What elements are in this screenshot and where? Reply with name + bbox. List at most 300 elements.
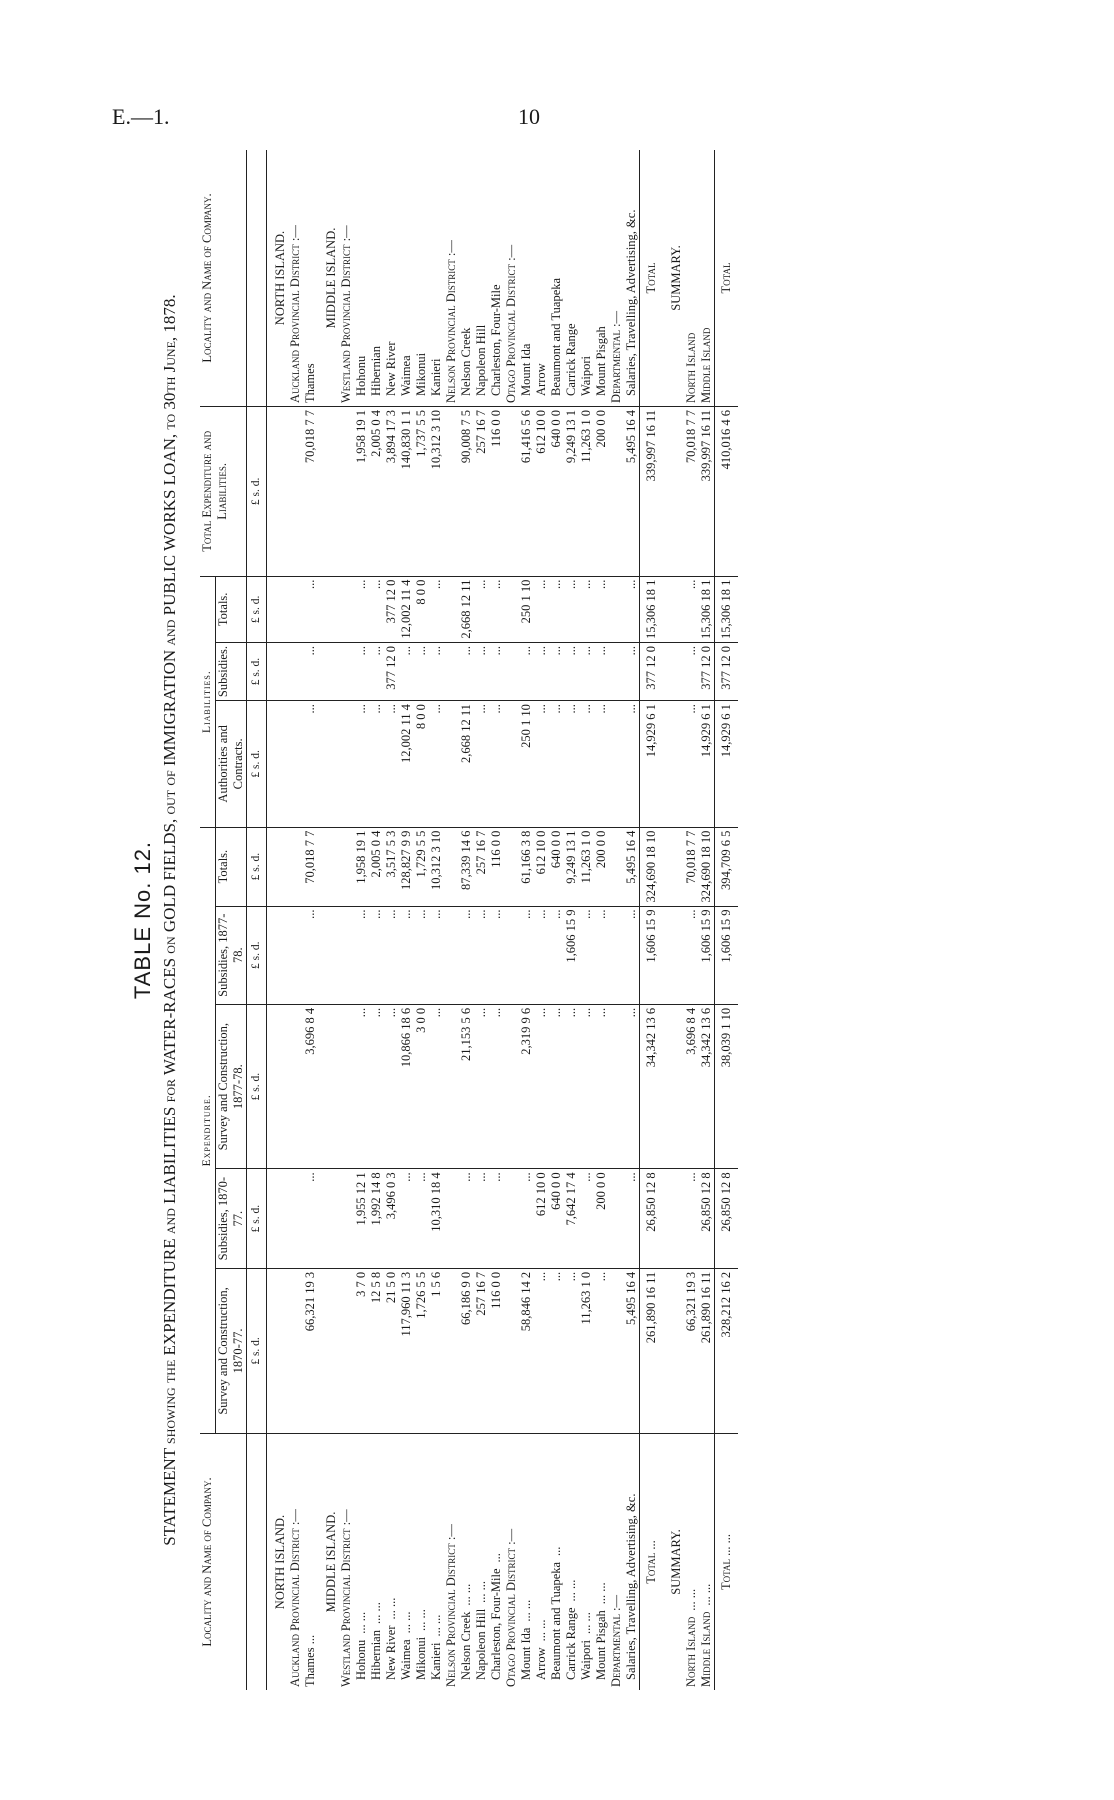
- cell: ...: [564, 643, 579, 701]
- row-name-right: Waipori: [579, 356, 593, 396]
- cell: 257 16 7: [474, 1268, 489, 1433]
- row-name: Salaries, Travelling, Advertising, &c.: [624, 1434, 640, 1691]
- district-auckland: Auckland Provincial District :—: [288, 1434, 303, 1691]
- cell: ...: [474, 701, 489, 828]
- row-name-right: Mount Pisgah: [594, 326, 608, 396]
- cell: ...: [459, 643, 474, 701]
- cell: 10,310 18 4: [429, 1169, 444, 1268]
- row-name-right: Charleston, Four-Mile: [489, 284, 503, 396]
- cell: ...: [534, 576, 549, 642]
- cell: 9,249 13 1: [564, 407, 579, 577]
- cell: 1,606 15 9: [699, 906, 715, 1004]
- cell: 1,729 5 5: [414, 827, 429, 906]
- cell: ...: [594, 1268, 609, 1433]
- table-row: [399, 150, 414, 1690]
- table-row: [519, 150, 534, 1690]
- cell: ...: [414, 1169, 429, 1268]
- cell: 3,894 17 3: [384, 407, 399, 577]
- section-north-island: NORTH ISLAND.: [267, 1434, 289, 1691]
- table-row: [489, 150, 504, 1690]
- rotated-table-page: [130, 150, 930, 1690]
- cell: 640 0 0: [549, 1169, 564, 1268]
- cell: 38,039 1 10: [715, 1004, 739, 1169]
- expenditure-header: Expenditure.: [200, 827, 216, 1433]
- district-otago-right: Otago Provincial District :—: [504, 244, 518, 403]
- cell: 250 1 10: [519, 701, 534, 828]
- cell: 377 12 0: [640, 643, 664, 701]
- grand-total-header: Total Expenditure and Liabilities.: [200, 407, 247, 577]
- cell: ...: [579, 576, 594, 642]
- cell: 66,321 19 3: [684, 1268, 699, 1433]
- row-dots: ... ...: [594, 1582, 608, 1605]
- cell: ...: [474, 643, 489, 701]
- cell: ...: [519, 906, 534, 1004]
- row-name: North Island: [684, 1616, 698, 1687]
- summary-total-row: [715, 150, 739, 1690]
- cell: 324,690 18 10: [699, 827, 715, 906]
- cell: ...: [549, 701, 564, 828]
- cell: 90,008 7 5: [459, 407, 474, 577]
- table-body: [267, 150, 739, 1690]
- row-dots: ... ...: [459, 1583, 473, 1606]
- cell: ...: [549, 1004, 564, 1169]
- row-name-right: Mount Ida: [519, 343, 533, 396]
- cell: 116 0 0: [489, 827, 504, 906]
- row-name-right: Middle Island: [699, 327, 713, 403]
- cell: 12 5 8: [369, 1268, 384, 1433]
- row-name-right: Arrow: [534, 363, 548, 396]
- cell: ...: [354, 576, 369, 642]
- cell: 1,606 15 9: [564, 906, 579, 1004]
- cell: 15,306 18 1: [699, 576, 715, 642]
- cell: 200 0 0: [594, 407, 609, 577]
- row-name: Beaumont and Tuapeka: [549, 1561, 563, 1680]
- cell: 14,929 6 1: [640, 701, 664, 828]
- cell: 58,846 14 2: [519, 1268, 534, 1433]
- cell: ...: [684, 1169, 699, 1268]
- cell: ...: [369, 1004, 384, 1169]
- row-name: Kanieri: [429, 1642, 443, 1680]
- row-dots: ... ...: [564, 1579, 578, 1602]
- row-dots: ... ...: [699, 1583, 713, 1606]
- row-dots: ...: [489, 1553, 503, 1563]
- cell: 26,850 12 8: [715, 1169, 739, 1268]
- cell: 61,416 5 6: [519, 407, 534, 577]
- cell: 2,668 12 11: [459, 576, 474, 642]
- cell: 117,960 11 3: [399, 1268, 414, 1433]
- cell: 257 16 7: [474, 407, 489, 577]
- row-dots: ... ...: [684, 1588, 698, 1611]
- row-name-right: New River: [384, 341, 398, 396]
- row-dots: ...: [549, 1546, 563, 1556]
- cell: ...: [579, 906, 594, 1004]
- row-name-right: Salaries, Travelling, Advertising, &c.: [624, 209, 638, 396]
- cell: 612 10 0: [534, 1169, 549, 1268]
- section-summary: SUMMARY.: [663, 1434, 684, 1691]
- cell: 116 0 0: [489, 1268, 504, 1433]
- document-reference: E.—1.: [112, 104, 170, 129]
- cell: 11,263 1 0: [579, 407, 594, 577]
- cell: ...: [459, 906, 474, 1004]
- cell: ...: [489, 576, 504, 642]
- table-row: [303, 150, 318, 1690]
- table-row: [534, 150, 549, 1690]
- cell: ...: [519, 643, 534, 701]
- cell: ...: [564, 1268, 579, 1433]
- cell: 2,668 12 11: [459, 701, 474, 828]
- cell: 3,696 8 4: [684, 1004, 699, 1169]
- cell: 140,830 1 1: [399, 407, 414, 577]
- cell: 640 0 0: [549, 407, 564, 577]
- liab-totals-header: Totals.: [216, 576, 247, 642]
- table-statement: STATEMENT showing the EXPENDITURE and LIABILITIES for WATER-RACES on GOLD FIELDS, out of IMMIGRATION and PUBLIC WORKS LOAN, to 30th June, 1878.: [160, 294, 179, 1546]
- table-row: [474, 150, 489, 1690]
- row-dots: ... ...: [579, 1612, 593, 1635]
- table-row: [459, 150, 474, 1690]
- row-name-right: Nelson Creek: [459, 327, 473, 396]
- row-dots: ... ...: [719, 1534, 733, 1556]
- units-label: £ s. d.: [247, 906, 267, 1004]
- cell: ...: [354, 906, 369, 1004]
- subsidies-1877-header: Subsidies, 1877-78.: [216, 906, 247, 1004]
- locality-header: Locality and Name of Company.: [200, 1434, 247, 1691]
- cell: 1,606 15 9: [640, 906, 664, 1004]
- cell: ...: [303, 701, 318, 828]
- cell: ...: [414, 906, 429, 1004]
- cell: 1,958 19 1: [354, 407, 369, 577]
- cell: ...: [369, 906, 384, 1004]
- cell: 11,263 1 0: [579, 1268, 594, 1433]
- units-label: £ s. d.: [247, 643, 267, 701]
- total-label-right: Total: [640, 150, 664, 407]
- cell: ...: [489, 1169, 504, 1268]
- cell: 87,339 14 6: [459, 827, 474, 906]
- district-auckland-right: Auckland Provincial District :—: [288, 225, 302, 403]
- row-dots: ... ...: [519, 1599, 533, 1622]
- row-name-right: Hohonu: [354, 355, 368, 396]
- liabilities-header: Liabilities.: [200, 576, 216, 827]
- cell: 339,997 16 11: [640, 407, 664, 577]
- cell: 66,186 9 0: [459, 1268, 474, 1433]
- cell: 128,827 9 9: [399, 827, 414, 906]
- liab-subsidies-header: Subsidies.: [216, 643, 247, 701]
- cell: 1 5 6: [429, 1268, 444, 1433]
- row-dots: ... ...: [474, 1580, 488, 1603]
- table-row: [594, 150, 609, 1690]
- cell: ...: [579, 1169, 594, 1268]
- cell: ...: [369, 576, 384, 642]
- cell: 377 12 0: [384, 576, 399, 642]
- cell: ...: [564, 576, 579, 642]
- row-name: New River: [384, 1625, 398, 1680]
- summary-row: [699, 150, 715, 1690]
- cell: ...: [384, 906, 399, 1004]
- cell: ...: [354, 701, 369, 828]
- cell: ...: [399, 1169, 414, 1268]
- cell: 377 12 0: [715, 643, 739, 701]
- row-name: Napoleon Hill: [474, 1608, 488, 1680]
- cell: ...: [384, 1004, 399, 1169]
- row-name: Mount Ida: [519, 1627, 533, 1680]
- cell: ...: [579, 643, 594, 701]
- cell: 10,866 18 6: [399, 1004, 414, 1169]
- cell: 61,166 3 8: [519, 827, 534, 906]
- cell: ...: [429, 643, 444, 701]
- cell: 15,306 18 1: [715, 576, 739, 642]
- row-name: Carrick Range: [564, 1607, 578, 1680]
- cell: 3,496 0 3: [384, 1169, 399, 1268]
- cell: ...: [384, 701, 399, 828]
- cell: ...: [474, 576, 489, 642]
- row-name-right: Thames: [303, 363, 317, 403]
- cell: ...: [489, 701, 504, 828]
- row-name: Thames: [303, 1647, 317, 1687]
- cell: ...: [534, 1004, 549, 1169]
- row-dots: ... ...: [399, 1611, 413, 1634]
- cell: ...: [579, 701, 594, 828]
- total-row: [640, 150, 664, 1690]
- cell: ...: [624, 906, 640, 1004]
- cell: 339,997 16 11: [699, 407, 715, 577]
- row-name-right: Waimea: [399, 355, 413, 396]
- cell: ...: [303, 643, 318, 701]
- cell: 70,018 7 7: [303, 407, 318, 577]
- locality-header-right: Locality and Name of Company.: [200, 150, 247, 407]
- cell: 70,018 7 7: [684, 827, 699, 906]
- cell: 324,690 18 10: [640, 827, 664, 906]
- cell: 14,929 6 1: [715, 701, 739, 828]
- row-dots: ...: [644, 1540, 658, 1550]
- cell: 10,312 3 10: [429, 407, 444, 577]
- cell: 15,306 18 1: [640, 576, 664, 642]
- row-dots: ...: [303, 1634, 317, 1645]
- section-middle-island-right: MIDDLE ISLAND.: [324, 227, 338, 329]
- cell: 10,312 3 10: [429, 827, 444, 906]
- cell: ...: [564, 1004, 579, 1169]
- cell: 640 0 0: [549, 827, 564, 906]
- cell: ...: [369, 643, 384, 701]
- section-north-island-right: NORTH ISLAND.: [273, 230, 287, 326]
- cell: 66,321 19 3: [303, 1268, 318, 1433]
- cell: 257 16 7: [474, 827, 489, 906]
- cell: ...: [624, 1004, 640, 1169]
- cell: 200 0 0: [594, 1169, 609, 1268]
- cell: 328,212 16 2: [715, 1268, 739, 1433]
- row-name-right: Mikonui: [414, 352, 428, 396]
- cell: ...: [399, 906, 414, 1004]
- row-dots: ... ...: [354, 1611, 368, 1634]
- cell: 70,018 7 7: [684, 407, 699, 577]
- cell: ...: [489, 906, 504, 1004]
- cell: 377 12 0: [699, 643, 715, 701]
- cell: ...: [684, 701, 699, 828]
- cell: 26,850 12 8: [699, 1169, 715, 1268]
- row-name: Mikonui: [414, 1636, 428, 1680]
- cell: 3,517 5 3: [384, 827, 399, 906]
- cell: ...: [429, 701, 444, 828]
- table-row: [564, 150, 579, 1690]
- cell: 34,342 13 6: [640, 1004, 664, 1169]
- row-dots: ... ...: [414, 1609, 428, 1631]
- cell: ...: [303, 906, 318, 1004]
- cell: 394,709 6 5: [715, 827, 739, 906]
- cell: ...: [474, 1169, 489, 1268]
- units-label: £ s. d.: [247, 1169, 267, 1268]
- cell: ...: [303, 1169, 318, 1268]
- cell: 250 1 10: [519, 576, 534, 642]
- table-row: [384, 150, 399, 1690]
- units-label: £ s. d.: [247, 827, 267, 906]
- row-name: Hohonu: [354, 1639, 368, 1680]
- units-label: £ s. d.: [247, 1268, 267, 1433]
- cell: ...: [459, 1169, 474, 1268]
- subsidies-1870-header: Subsidies, 1870-77.: [216, 1169, 247, 1268]
- cell: ...: [624, 1169, 640, 1268]
- row-name-right: Kanieri: [429, 358, 443, 396]
- cell: 26,850 12 8: [640, 1169, 664, 1268]
- row-name: Arrow: [534, 1647, 548, 1680]
- row-name-right: Napoleon Hill: [474, 324, 488, 396]
- row-name: Hibernian: [369, 1630, 383, 1680]
- row-name: Waimea: [399, 1639, 413, 1680]
- cell: 1,958 19 1: [354, 827, 369, 906]
- row-dots: ... ...: [384, 1597, 398, 1620]
- cell: ...: [414, 643, 429, 701]
- table-row: [429, 150, 444, 1690]
- row-name-right: North Island: [684, 332, 698, 403]
- cell: 1,726 5 5: [414, 1268, 429, 1433]
- district-westland: Westland Provincial District :—: [339, 1434, 354, 1691]
- units-label: £ s. d.: [247, 407, 267, 577]
- cell: ...: [474, 1004, 489, 1169]
- table-row: [414, 150, 429, 1690]
- cell: 261,890 16 11: [640, 1268, 664, 1433]
- cell: 21 5 0: [384, 1268, 399, 1433]
- cell: 5,495 16 4: [624, 407, 640, 577]
- cell: ...: [354, 643, 369, 701]
- cell: 612 10 0: [534, 407, 549, 577]
- district-nelson: Nelson Provincial District :—: [444, 1434, 459, 1691]
- row-dots: ... ...: [429, 1614, 443, 1637]
- cell: ...: [549, 1268, 564, 1433]
- cell: 12,002 11 4: [399, 576, 414, 642]
- cell: ...: [534, 701, 549, 828]
- cell: 70,018 7 7: [303, 827, 318, 906]
- cell: 21,153 5 6: [459, 1004, 474, 1169]
- cell: ...: [489, 1004, 504, 1169]
- cell: ...: [684, 576, 699, 642]
- cell: 200 0 0: [594, 827, 609, 906]
- cell: ...: [534, 906, 549, 1004]
- exp-totals-header: Totals.: [216, 827, 247, 906]
- cell: ...: [489, 643, 504, 701]
- cell: ...: [369, 701, 384, 828]
- summary-row: [684, 150, 699, 1690]
- district-otago: Otago Provincial District :—: [504, 1434, 519, 1691]
- row-name: Nelson Creek: [459, 1611, 473, 1680]
- cell: ...: [429, 906, 444, 1004]
- cell: 2,319 9 6: [519, 1004, 534, 1169]
- row-dots: ... ...: [369, 1602, 383, 1625]
- expenditure-table: [200, 150, 738, 1690]
- row-name: Waipori: [579, 1640, 593, 1680]
- total-label: Total: [644, 1552, 658, 1584]
- table-number: TABLE No. 12.: [130, 840, 155, 1000]
- cell: ...: [624, 701, 640, 828]
- table-row: [354, 150, 369, 1690]
- cell: 8 0 0: [414, 701, 429, 828]
- cell: ...: [303, 576, 318, 642]
- cell: 3,696 8 4: [303, 1004, 318, 1169]
- survey-1870-header: Survey and Construction, 1870-77.: [216, 1268, 247, 1433]
- departmental-label: Departmental :—: [609, 1434, 624, 1691]
- total-label: Total: [719, 1559, 733, 1590]
- cell: 1,955 12 1: [354, 1169, 369, 1268]
- cell: ...: [594, 576, 609, 642]
- cell: 8 0 0: [414, 576, 429, 642]
- total-label-right: Total: [715, 150, 739, 407]
- table-row: [579, 150, 594, 1690]
- cell: ...: [594, 643, 609, 701]
- cell: 12,002 11 4: [399, 701, 414, 828]
- cell: ...: [549, 643, 564, 701]
- cell: ...: [579, 1004, 594, 1169]
- cell: 612 10 0: [534, 827, 549, 906]
- cell: 34,342 13 6: [699, 1004, 715, 1169]
- authorities-header: Authorities and Contracts.: [216, 701, 247, 828]
- cell: 1,992 14 8: [369, 1169, 384, 1268]
- page-number: 10: [518, 104, 540, 129]
- cell: 2,005 0 4: [369, 407, 384, 577]
- cell: 261,890 16 11: [699, 1268, 715, 1433]
- table-row: [369, 150, 384, 1690]
- cell: ...: [684, 643, 699, 701]
- section-middle-island: MIDDLE ISLAND.: [318, 1434, 339, 1691]
- section-summary-right: SUMMARY.: [669, 245, 683, 311]
- cell: ...: [534, 643, 549, 701]
- cell: ...: [354, 1004, 369, 1169]
- cell: 5,495 16 4: [624, 1268, 640, 1433]
- row-name-right: Carrick Range: [564, 323, 578, 396]
- cell: 5,495 16 4: [624, 827, 640, 906]
- cell: ...: [594, 1004, 609, 1169]
- cell: ...: [549, 576, 564, 642]
- cell: 410,016 4 6: [715, 407, 739, 577]
- cell: ...: [534, 1268, 549, 1433]
- units-label: £ s. d.: [247, 576, 267, 642]
- cell: 2,005 0 4: [369, 827, 384, 906]
- row-dots: ... ...: [534, 1619, 548, 1642]
- cell: 7,642 17 4: [564, 1169, 579, 1268]
- cell: ...: [594, 906, 609, 1004]
- row-name-right: Beaumont and Tuapeka: [549, 277, 563, 396]
- cell: 3 0 0: [414, 1004, 429, 1169]
- cell: 14,929 6 1: [699, 701, 715, 828]
- table-row: [624, 150, 640, 1690]
- cell: ...: [429, 1004, 444, 1169]
- row-name-right: Hibernian: [369, 346, 383, 396]
- cell: ...: [474, 906, 489, 1004]
- cell: 1,737 5 5: [414, 407, 429, 577]
- row-name: Mount Pisgah: [594, 1610, 608, 1680]
- cell: ...: [684, 906, 699, 1004]
- district-nelson-right: Nelson Provincial District :—: [444, 240, 458, 403]
- cell: ...: [549, 906, 564, 1004]
- cell: ...: [519, 1169, 534, 1268]
- cell: ...: [399, 643, 414, 701]
- district-westland-right: Westland Provincial District :—: [339, 225, 353, 403]
- departmental-label-right: Departmental :—: [609, 310, 623, 403]
